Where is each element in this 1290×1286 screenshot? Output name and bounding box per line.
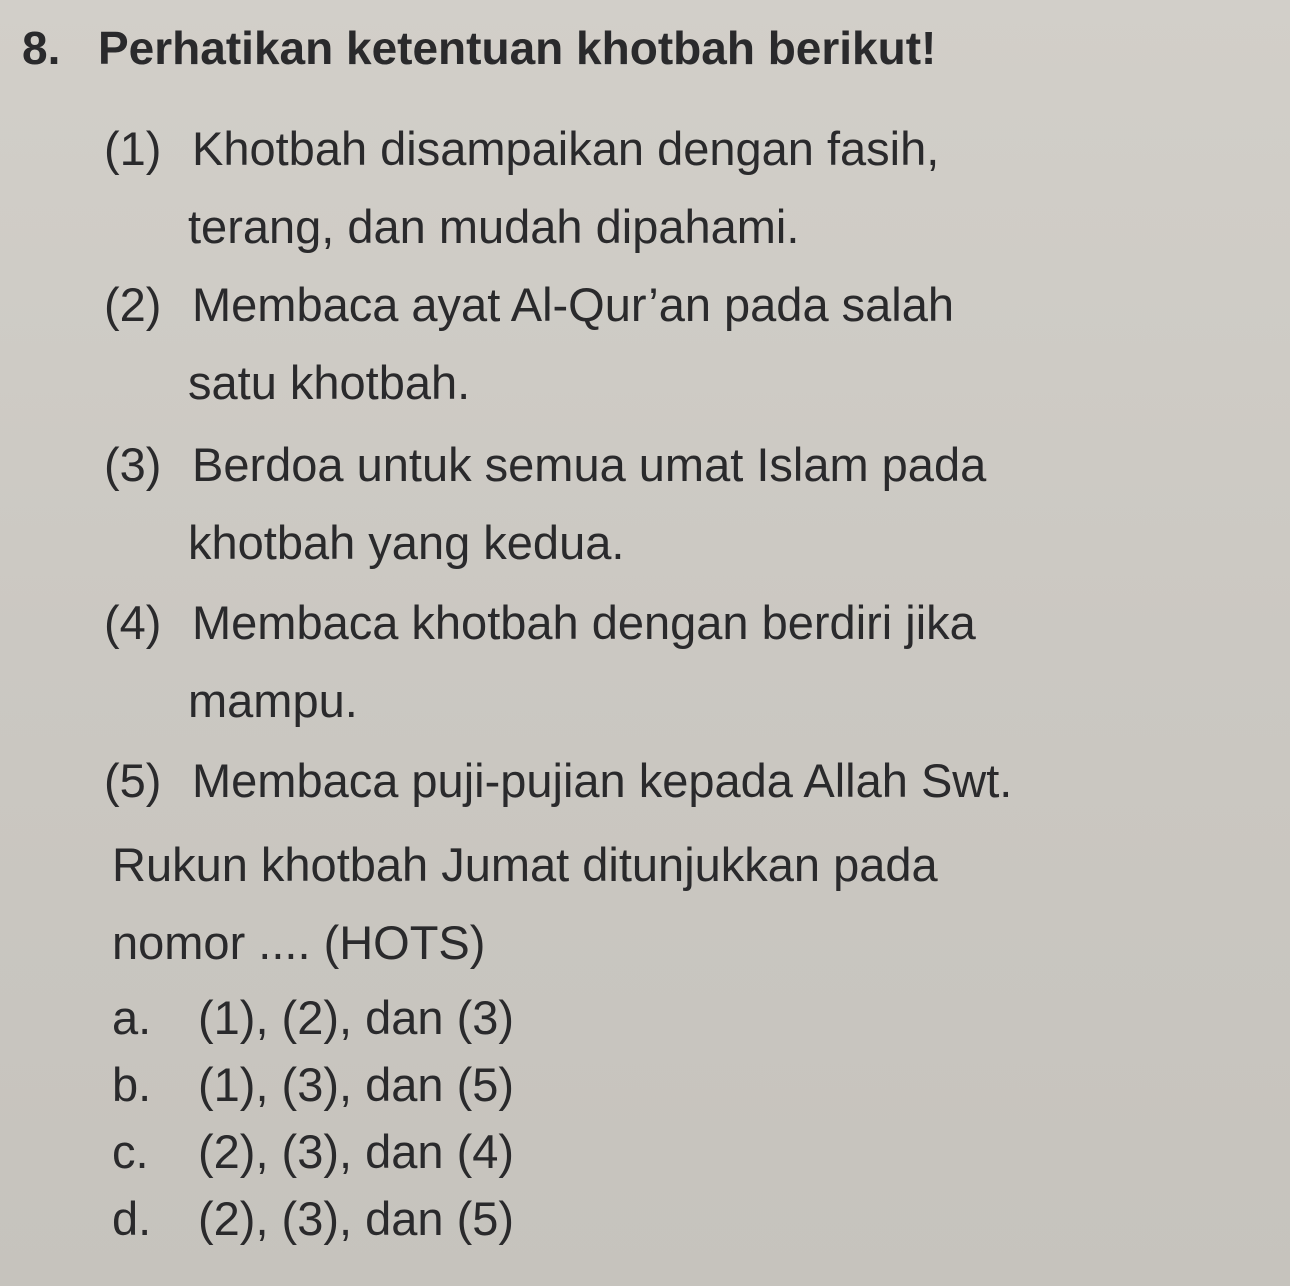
option-letter: c. [112,1125,149,1178]
option-letter: d. [112,1192,152,1245]
item-marker: (2) [104,278,162,331]
option-text: (1), (3), dan (5) [198,1058,515,1111]
prompt-line2: nomor .... (HOTS) [112,916,486,969]
item-text-line1: Membaca ayat Al-Qur’an pada salah [192,278,955,331]
option-text: (1), (2), dan (3) [198,991,515,1044]
list-item [104,426,986,582]
option-text: (2), (3), dan (4) [198,1125,515,1178]
question-heading-text: Perhatikan ketentuan khotbah berikut! [98,22,937,74]
question-number: 8. [22,22,61,74]
answer-option-a[interactable] [112,990,514,1046]
option-letter: a. [112,991,152,1044]
answer-option-c[interactable] [112,1124,514,1180]
item-text-line1: Membaca puji-pujian kepada Allah Swt. [192,754,1013,807]
answer-option-d[interactable] [112,1191,514,1247]
list-item [104,584,976,740]
prompt-line1: Rukun khotbah Jumat ditunjukkan pada [112,838,938,891]
item-text-line2: mampu. [188,674,358,727]
list-item [104,742,1012,820]
item-text-line2: khotbah yang kedua. [188,516,625,569]
answer-option-b[interactable] [112,1057,514,1113]
question-prompt [112,826,938,982]
item-text-line1: Khotbah disampaikan dengan fasih, [192,122,940,175]
list-item [104,110,939,266]
item-marker: (4) [104,596,162,649]
item-text-line2: satu khotbah. [188,356,471,409]
item-marker: (3) [104,438,162,491]
list-item [104,266,954,422]
item-text-line1: Berdoa untuk semua umat Islam pada [192,438,987,491]
item-text-line2: terang, dan mudah dipahami. [188,200,800,253]
option-text: (2), (3), dan (5) [198,1192,515,1245]
question-heading [22,20,936,76]
item-text-line1: Membaca khotbah dengan berdiri jika [192,596,976,649]
option-letter: b. [112,1058,152,1111]
item-marker: (1) [104,122,162,175]
item-marker: (5) [104,754,162,807]
